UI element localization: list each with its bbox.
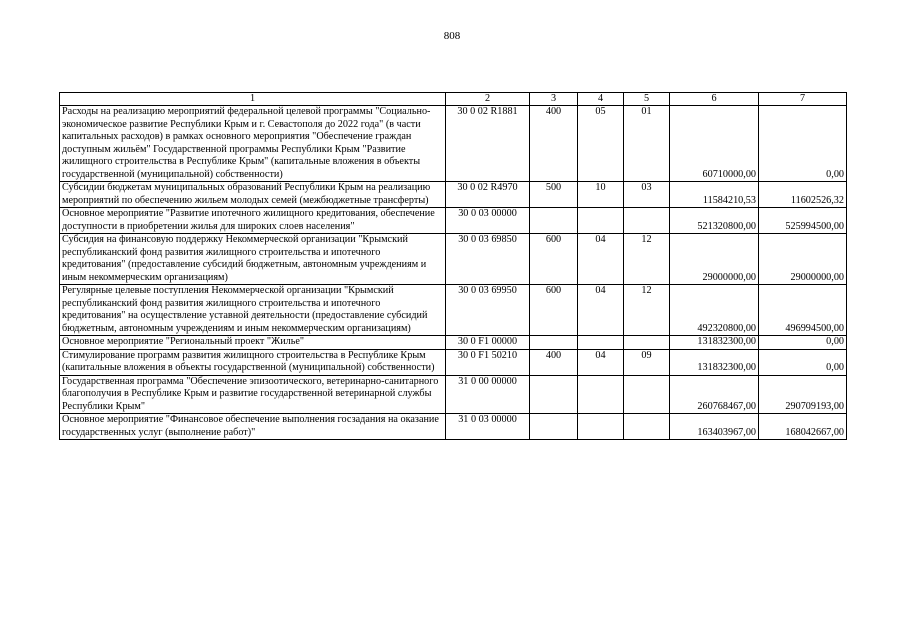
row-subsection: 12 — [624, 234, 670, 285]
row-sum-year-1: 131832300,00 — [670, 349, 759, 375]
table-row — [60, 336, 847, 350]
row-section: 04 — [578, 349, 624, 375]
row-sum-year-2: 0,00 — [759, 106, 847, 182]
row-subsection: 01 — [624, 106, 670, 182]
row-name: Стимулирование программ развития жилищного строительства в Республике Крым (капитальные вложения в объекты государственной (муниципальной) собственности) — [60, 349, 446, 375]
table-row — [60, 106, 847, 182]
row-expense-type: 600 — [530, 234, 578, 285]
table-row — [60, 414, 847, 440]
row-section: 04 — [578, 285, 624, 336]
header-col-3: 3 — [530, 93, 578, 106]
row-name: Регулярные целевые поступления Некоммерческой организации "Крымский республиканский фонд развития жилищного строительства и ипотечного кредитования" на осуществление уставной деятельности (предоставление субсидий бюджетным, автономным учреждениям и иным некоммерческим организациям) — [60, 285, 446, 336]
row-sum-year-2: 0,00 — [759, 349, 847, 375]
row-section: 05 — [578, 106, 624, 182]
row-subsection — [624, 336, 670, 350]
row-sum-year-2: 0,00 — [759, 336, 847, 350]
row-expense-type: 600 — [530, 285, 578, 336]
row-target-code: 30 0 03 00000 — [446, 208, 530, 234]
row-subsection — [624, 414, 670, 440]
row-section — [578, 375, 624, 414]
row-sum-year-1: 60710000,00 — [670, 106, 759, 182]
row-name: Основное мероприятие "Финансовое обеспечение выполнения госзадания на оказание государственных услуг (выполнение работ)" — [60, 414, 446, 440]
row-name: Расходы на реализацию мероприятий федеральной целевой программы "Социально-экономическое развитие Республики Крым и г. Севастополя до 2022 года" (в части капитальных расходов) в рамках основного мероприятия "Обеспечение граждан доступным жильём" Государственной программы Республики Крым "Развитие жилищного строительства в Республике Крым" (капитальные вложения в объекты государственной (муниципальной) собственности) — [60, 106, 446, 182]
row-name: Субсидия на финансовую поддержку Некоммерческой организации "Крымский республиканский фонд развития жилищного строительства и ипотечного кредитования" (предоставление субсидий бюджетным, автономным учреждениям и иным некоммерческим организациям) — [60, 234, 446, 285]
row-sum-year-2: 11602526,32 — [759, 182, 847, 208]
row-sum-year-1: 131832300,00 — [670, 336, 759, 350]
row-section — [578, 414, 624, 440]
row-subsection: 03 — [624, 182, 670, 208]
row-target-code: 30 0 F1 00000 — [446, 336, 530, 350]
table-body — [60, 106, 847, 440]
header-col-5: 5 — [624, 93, 670, 106]
row-name: Субсидии бюджетам муниципальных образований Республики Крым на реализацию мероприятий по обеспечению жильем молодых семей (межбюджетные трансферты) — [60, 182, 446, 208]
row-target-code: 30 0 02 R4970 — [446, 182, 530, 208]
row-expense-type — [530, 414, 578, 440]
table-row — [60, 285, 847, 336]
row-sum-year-2: 168042667,00 — [759, 414, 847, 440]
row-sum-year-2: 525994500,00 — [759, 208, 847, 234]
row-subsection: 09 — [624, 349, 670, 375]
row-subsection — [624, 375, 670, 414]
header-col-7: 7 — [759, 93, 847, 106]
page-number: 808 — [443, 30, 461, 42]
table-row — [60, 349, 847, 375]
row-target-code: 30 0 02 R1881 — [446, 106, 530, 182]
row-section — [578, 336, 624, 350]
row-subsection: 12 — [624, 285, 670, 336]
table-header — [60, 93, 847, 106]
row-expense-type — [530, 375, 578, 414]
row-expense-type — [530, 208, 578, 234]
row-sum-year-1: 29000000,00 — [670, 234, 759, 285]
table-row — [60, 182, 847, 208]
row-sum-year-2: 496994500,00 — [759, 285, 847, 336]
row-sum-year-1: 11584210,53 — [670, 182, 759, 208]
budget-table — [59, 92, 847, 440]
row-target-code: 30 0 03 69950 — [446, 285, 530, 336]
row-name: Основное мероприятие "Развитие ипотечного жилищного кредитования, обеспечение доступности в приобретении жилья для широких слоев населения" — [60, 208, 446, 234]
header-col-1: 1 — [60, 93, 446, 106]
row-sum-year-1: 521320800,00 — [670, 208, 759, 234]
table-row — [60, 375, 847, 414]
row-section — [578, 208, 624, 234]
row-sum-year-1: 163403967,00 — [670, 414, 759, 440]
row-sum-year-1: 260768467,00 — [670, 375, 759, 414]
table-row — [60, 234, 847, 285]
row-target-code: 31 0 03 00000 — [446, 414, 530, 440]
row-name: Основное мероприятие "Региональный проект "Жилье" — [60, 336, 446, 350]
row-expense-type: 400 — [530, 349, 578, 375]
row-target-code: 30 0 F1 50210 — [446, 349, 530, 375]
row-target-code: 30 0 03 69850 — [446, 234, 530, 285]
row-section: 04 — [578, 234, 624, 285]
row-section: 10 — [578, 182, 624, 208]
row-expense-type — [530, 336, 578, 350]
header-col-4: 4 — [578, 93, 624, 106]
table-row — [60, 208, 847, 234]
row-name: Государственная программа "Обеспечение эпизоотического, ветеринарно-санитарного благополучия в Республике Крым и развитие государственной ветеринарной службы Республики Крым" — [60, 375, 446, 414]
row-sum-year-1: 492320800,00 — [670, 285, 759, 336]
row-expense-type: 400 — [530, 106, 578, 182]
row-expense-type: 500 — [530, 182, 578, 208]
row-target-code: 31 0 00 00000 — [446, 375, 530, 414]
header-row — [60, 93, 847, 106]
row-sum-year-2: 290709193,00 — [759, 375, 847, 414]
header-col-2: 2 — [446, 93, 530, 106]
header-col-6: 6 — [670, 93, 759, 106]
row-subsection — [624, 208, 670, 234]
row-sum-year-2: 29000000,00 — [759, 234, 847, 285]
